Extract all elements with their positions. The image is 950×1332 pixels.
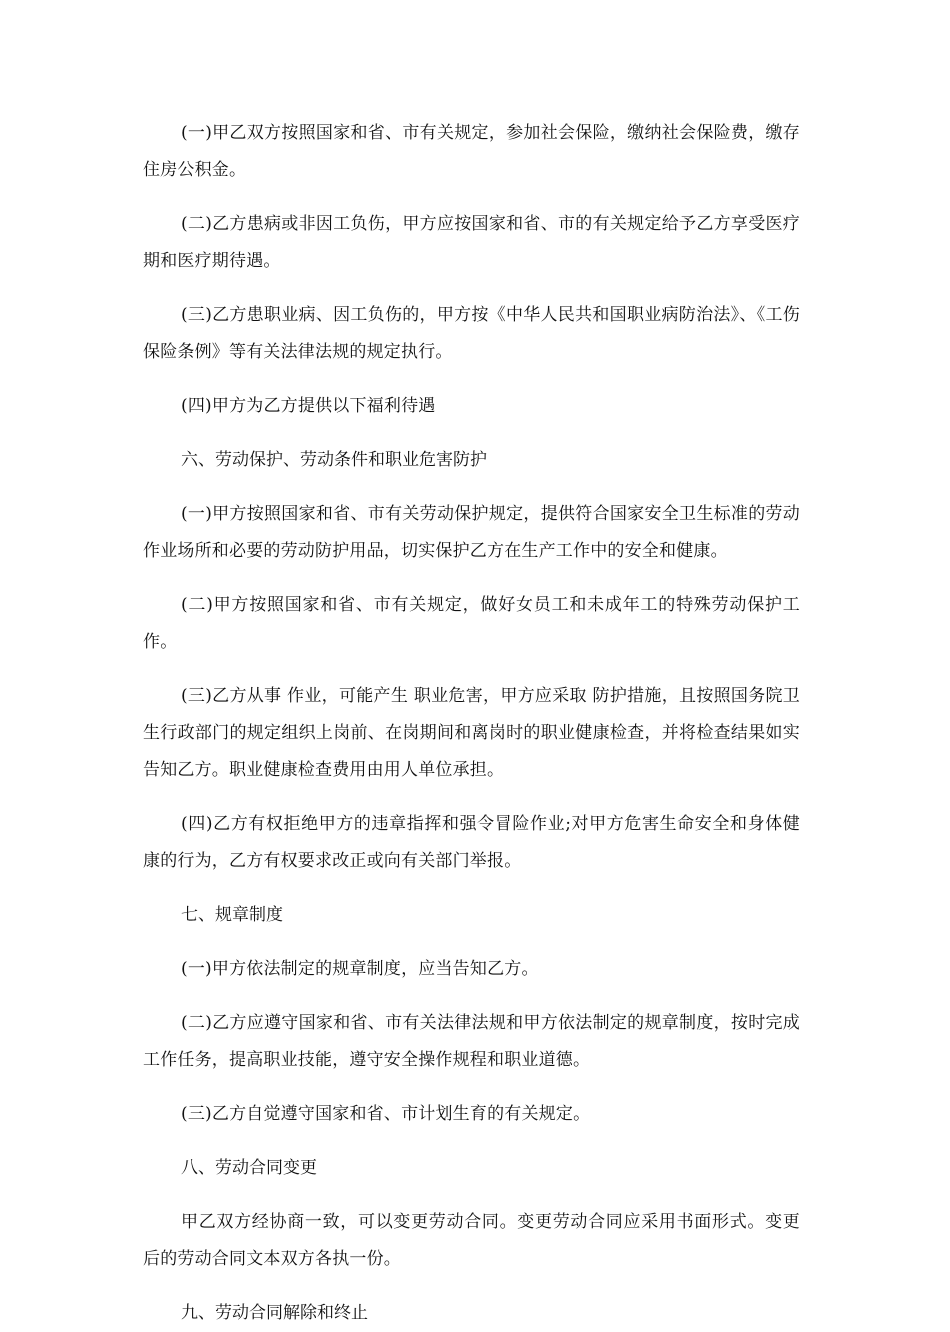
section-heading-rules: 七、规章制度	[181, 905, 283, 925]
clause-occupational-hazard: (三)乙方从事 作业，可能产生 职业危害，甲方应采取 防护措施，且按照国务院卫生行政部门的规定组织上岗前、在岗期间和离岗时的职业健康检查，并将检查结果如实告知乙方。职业健康检查费用由用人单位承担。	[143, 686, 800, 780]
clause-sick-leave: (二)乙方患病或非因工负伤，甲方应按国家和省、市的有关规定给予乙方享受医疗期和医疗期待遇。	[143, 214, 800, 271]
clause-contract-change: 甲乙双方经协商一致，可以变更劳动合同。变更劳动合同应采用书面形式。变更后的劳动合同文本双方各执一份。	[143, 1212, 800, 1269]
section-heading-contract-change: 八、劳动合同变更	[181, 1158, 317, 1178]
section-heading-contract-termination: 九、劳动合同解除和终止	[181, 1303, 368, 1323]
clause-refuse-risky-work: (四)乙方有权拒绝甲方的违章指挥和强令冒险作业;对甲方危害生命安全和身体健康的行为，乙方有权要求改正或向有关部门举报。	[143, 814, 800, 871]
clause-occupational-disease: (三)乙方患职业病、因工负伤的，甲方按《中华人民共和国职业病防治法》、《工伤保险条例》等有关法律法规的规定执行。	[143, 305, 800, 362]
section-heading-labor-protection: 六、劳动保护、劳动条件和职业危害防护	[181, 450, 487, 470]
clause-rules-notify: (一)甲方依法制定的规章制度，应当告知乙方。	[181, 959, 539, 979]
clause-family-planning: (三)乙方自觉遵守国家和省、市计划生育的有关规定。	[181, 1104, 591, 1124]
clause-safety-workplace: (一)甲方按照国家和省、市有关劳动保护规定，提供符合国家安全卫生标准的劳动作业场所和必要的劳动防护用品，切实保护乙方在生产工作中的安全和健康。	[143, 504, 800, 561]
clause-special-protection: (二)甲方按照国家和省、市有关规定，做好女员工和未成年工的特殊劳动保护工作。	[143, 595, 800, 652]
clause-welfare-benefits: (四)甲方为乙方提供以下福利待遇	[181, 396, 436, 416]
clause-social-insurance: (一)甲乙双方按照国家和省、市有关规定，参加社会保险，缴纳社会保险费，缴存住房公积金。	[143, 123, 800, 180]
clause-rules-comply: (二)乙方应遵守国家和省、市有关法律法规和甲方依法制定的规章制度，按时完成工作任务，提高职业技能，遵守安全操作规程和职业道德。	[143, 1013, 800, 1070]
